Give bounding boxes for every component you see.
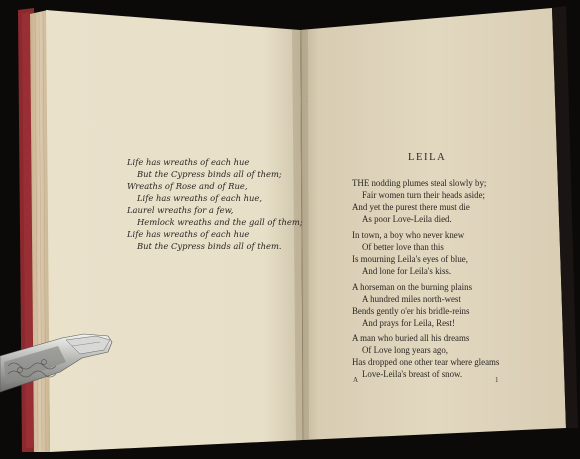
stanza-1-line-1: THE nodding plumes steal slowly by;: [352, 178, 487, 188]
left-line-2: But the Cypress binds all of them;: [137, 169, 282, 179]
gutter-mark: ·: [306, 99, 308, 105]
stanza-3-line-3: Bends gently o'er his bridle-reins: [352, 306, 470, 316]
left-line-3: Wreaths of Rose and of Rue,: [127, 181, 248, 191]
stanza-4-line-2: Of Love long years ago,: [362, 345, 449, 355]
stanza-2-line-1: In town, a boy who never knew: [352, 230, 465, 240]
left-line-4: Life has wreaths of each hue,: [137, 193, 263, 203]
page-number: 1: [495, 376, 499, 384]
stanza-1-line-2: Fair women turn their heads aside;: [362, 190, 485, 200]
signature-mark: A: [353, 376, 359, 384]
poem-title: LEILA: [408, 152, 447, 163]
left-line-6: Hemlock wreaths and the gall of them;: [137, 217, 303, 227]
left-line-5: Laurel wreaths for a few,: [127, 205, 234, 215]
stanza-4-line-3: Has dropped one other tear where gleams: [352, 357, 500, 367]
left-line-8: But the Cypress binds all of them.: [137, 241, 282, 251]
stanza-2-line-2: Of better love than this: [362, 242, 444, 252]
stanza-3-line-2: A hundred miles north-west: [362, 294, 461, 304]
stanza-3-line-4: And prays for Leila, Rest!: [362, 318, 455, 328]
stanza-3-line-1: A horseman on the burning plains: [352, 282, 473, 292]
left-line-7: Life has wreaths of each hue: [127, 229, 250, 239]
stanza-1-line-3: And yet the purest there must die: [352, 202, 470, 212]
stanza-2-line-3: Is mourning Leila's eyes of blue,: [352, 254, 468, 264]
stanza-4-line-1: A man who buried all his dreams: [352, 333, 470, 343]
stanza-1-line-4: As poor Love-Leila died.: [362, 214, 452, 224]
stanza-4-line-4: Love-Leila's breast of snow.: [362, 369, 463, 379]
left-line-1: Life has wreaths of each hue: [127, 157, 250, 167]
stanza-2-line-4: And lone for Leila's kiss.: [362, 266, 452, 276]
